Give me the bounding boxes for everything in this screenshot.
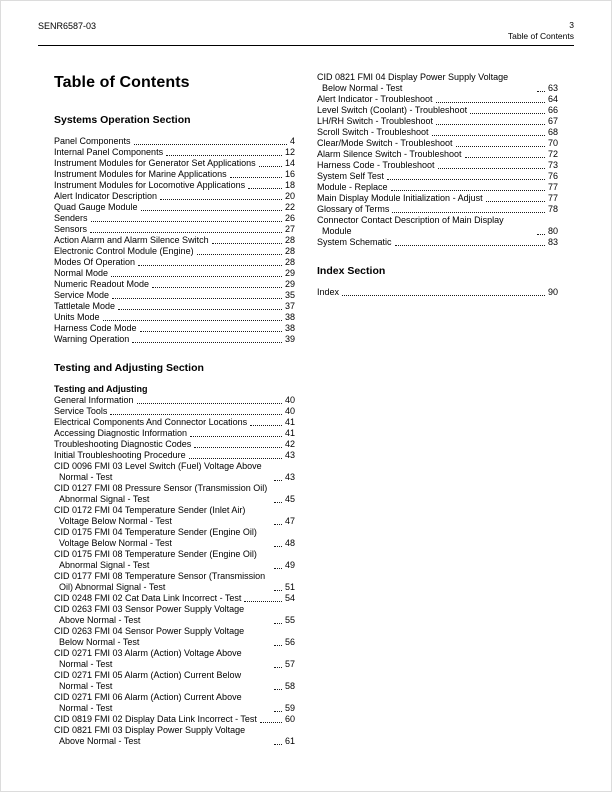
toc-entry [54,191,295,202]
toc-entry-page: 40 [284,406,295,416]
toc-leader-dots [194,447,282,448]
toc-entry-title: Numeric Readout Mode [54,279,150,289]
toc-leader-dots [160,199,282,200]
section-heading: Index Section [317,265,386,277]
toc-entry-title: CID 0175 FMI 04 Temperature Sender (Engine Oil) Voltage Below Normal - Test [54,527,257,548]
toc-leader-dots [392,212,545,213]
toc-entry [54,692,295,714]
toc-entry [54,169,295,180]
toc-entry [54,505,295,527]
toc-entry-page: 26 [284,213,295,223]
toc-entry-page: 12 [284,147,295,157]
toc-entry-page: 40 [284,395,295,405]
toc-entry [317,149,558,160]
toc-entry-page: 28 [284,246,295,256]
toc-entry [317,105,558,116]
toc-leader-dots [470,113,545,114]
toc-entry-title: Tattletale Mode [54,301,116,311]
section-heading: Testing and Adjusting Section [54,362,204,374]
toc-leader-dots [274,590,282,591]
toc-entry-title: LH/RH Switch - Troubleshoot [317,116,434,126]
toc-leader-dots [274,667,282,668]
toc-entry [317,237,558,248]
toc-entry [54,312,295,323]
toc-entry-title: Electronic Control Module (Engine) [54,246,194,256]
toc-entry [317,215,558,237]
toc-entry-title: Warning Operation [54,334,130,344]
toc-entry-title: CID 0821 FMI 03 Display Power Supply Voltage Above Normal - Test [54,725,246,746]
toc-entry [54,626,295,648]
toc-entry-page: 54 [284,593,295,603]
toc-entry [54,406,295,417]
toc-leader-dots [436,102,545,103]
toc-entry-title: Glossary of Terms [317,204,390,214]
toc-entry [317,171,558,182]
toc-entry-title: Troubleshooting Diagnostic Codes [54,439,192,449]
toc-entry [54,246,295,257]
toc-leader-dots [259,166,282,167]
toc-leader-dots [140,331,282,332]
toc-entry [54,395,295,406]
toc-entry-page: 39 [284,334,295,344]
toc-leader-dots [90,232,282,233]
toc-leader-dots [132,342,282,343]
toc-entry-title: Clear/Mode Switch - Troubleshoot [317,138,453,148]
toc-leader-dots [189,458,282,459]
toc-entry-page: 51 [284,582,295,592]
page-title: Table of Contents [54,74,190,91]
toc-leader-dots [244,601,282,602]
toc-entry-title: CID 0821 FMI 04 Display Power Supply Voltage Below Normal - Test [317,72,509,93]
toc-entry-title: Instrument Modules for Locomotive Applications [54,180,246,190]
toc-entry-title: Harness Code Mode [54,323,137,333]
toc-leader-dots [190,436,282,437]
toc-entry-page: 68 [547,127,558,137]
toc-leader-dots [111,276,282,277]
toc-entry-page: 43 [284,472,295,482]
toc-entry [317,72,558,94]
toc-entry-title: Initial Troubleshooting Procedure [54,450,186,460]
toc-leader-dots [152,287,282,288]
toc-leader-dots [274,744,282,745]
toc-entry-page: 14 [284,158,295,168]
toc-entry-title: Connector Contact Description of Main Display Module [317,215,504,236]
toc-entry-title: Quad Gauge Module [54,202,138,212]
toc-entry-page: 73 [547,160,558,170]
toc-entry-title: Module - Replace [317,182,388,192]
toc-entry [54,224,295,235]
toc-leader-dots [274,502,282,503]
toc-entry-title: CID 0263 FMI 03 Sensor Power Supply Voltage Above Normal - Test [54,604,245,625]
toc-leader-dots [110,414,282,415]
toc-leader-dots [248,188,282,189]
toc-leader-dots [537,91,545,92]
toc-entry [54,593,295,604]
toc-entry [54,147,295,158]
toc-entry-page: 43 [284,450,295,460]
toc-entry-title: Action Alarm and Alarm Silence Switch [54,235,209,245]
page-header [38,20,574,42]
toc-entry-page: 27 [284,224,295,234]
toc-entry-title: Alert Indicator - Troubleshoot [317,94,433,104]
toc-entry-title: Modes Of Operation [54,257,136,267]
toc-entry-title: Main Display Module Initialization - Adjust [317,193,483,203]
toc-entry [54,323,295,334]
toc-entry-page: 28 [284,257,295,267]
toc-entry-page: 28 [284,235,295,245]
toc-leader-dots [537,234,545,235]
toc-entry [317,94,558,105]
toc-leader-dots [274,623,282,624]
toc-entry-page: 29 [284,268,295,278]
toc-entry-page: 64 [547,94,558,104]
toc-entry [317,138,558,149]
toc-entry [317,160,558,171]
toc-entry-page: 35 [284,290,295,300]
toc-entry [54,213,295,224]
toc-leader-dots [391,190,545,191]
toc-entry-page: 20 [284,191,295,201]
toc-entry-page: 78 [547,204,558,214]
toc-leader-dots [274,711,282,712]
toc-entry-page: 38 [284,323,295,333]
toc-entry [54,235,295,246]
toc-entry-page: 90 [547,287,558,297]
toc-column-2 [317,72,558,747]
toc-entry-title: Electrical Components And Connector Locations [54,417,248,427]
toc-leader-dots [212,243,282,244]
toc-leader-dots [274,524,282,525]
toc-entry-page: 80 [547,226,558,236]
toc-entry [54,158,295,169]
toc-leader-dots [274,568,282,569]
toc-entry [54,604,295,626]
toc-entry [54,417,295,428]
toc-entry-title: Harness Code - Troubleshoot [317,160,435,170]
toc-entry-title: Alarm Silence Switch - Troubleshoot [317,149,462,159]
toc-leader-dots [395,245,545,246]
toc-entry-page: 72 [547,149,558,159]
toc-entry-page: 18 [284,180,295,190]
toc-entry [54,549,295,571]
toc-entry-title: System Self Test [317,171,384,181]
toc-entry-page: 22 [284,202,295,212]
toc-entry-title: CID 0271 FMI 03 Alarm (Action) Voltage Above Normal - Test [54,648,242,669]
toc-entry-page: 70 [547,138,558,148]
toc-leader-dots [103,320,282,321]
toc-leader-dots [137,403,282,404]
toc-leader-dots [118,309,282,310]
toc-entry-page: 55 [284,615,295,625]
toc-entry [54,268,295,279]
toc-leader-dots [465,157,545,158]
toc-entry [54,279,295,290]
toc-leader-dots [486,201,545,202]
toc-leader-dots [260,722,282,723]
toc-entry-title: Normal Mode [54,268,109,278]
toc-entry-title: Panel Components [54,136,131,146]
toc-leader-dots [274,546,282,547]
toc-entry [54,527,295,549]
toc-entry [54,301,295,312]
toc-entry-title: CID 0177 FMI 08 Temperature Sensor (Transmission Oil) Abnormal Signal - Test [54,571,266,592]
toc-entry-page: 16 [284,169,295,179]
toc-entry-page: 61 [284,736,295,746]
toc-entry [54,461,295,483]
toc-entry-page: 29 [284,279,295,289]
toc-leader-dots [134,144,287,145]
toc-entry [317,287,558,298]
toc-entry-title: CID 0127 FMI 08 Pressure Sensor (Transmission Oil) Abnormal Signal - Test [54,483,268,504]
toc-leader-dots [250,425,282,426]
toc-entry [54,257,295,268]
toc-entry-title: CID 0172 FMI 04 Temperature Sender (Inlet Air) Voltage Below Normal - Test [54,505,246,526]
toc-entry [54,714,295,725]
toc-entry [54,648,295,670]
toc-entry [54,180,295,191]
toc-leader-dots [342,295,545,296]
toc-entry-title: CID 0263 FMI 04 Sensor Power Supply Voltage Below Normal - Test [54,626,245,647]
toc-entry-title: Instrument Modules for Generator Set Applications [54,158,256,168]
toc-leader-dots [141,210,282,211]
toc-leader-dots [432,135,545,136]
toc-leader-dots [274,645,282,646]
toc-entry-page: 45 [284,494,295,504]
toc-entry-title: CID 0175 FMI 08 Temperature Sender (Engine Oil) Abnormal Signal - Test [54,549,257,570]
section-heading: Systems Operation Section [54,114,191,126]
toc-entry [54,450,295,461]
toc-entry-title: Units Mode [54,312,100,322]
doc-number: SENR6587-03 [38,21,97,31]
toc-entry-page: 38 [284,312,295,322]
header-right [508,20,574,42]
toc-entry-page: 56 [284,637,295,647]
toc-entry-title: CID 0819 FMI 02 Display Data Link Incorrect - Test [54,714,257,724]
toc-entry-page: 66 [547,105,558,115]
toc-entry-title: Accessing Diagnostic Information [54,428,188,438]
toc-entry [317,127,558,138]
toc-leader-dots [274,480,282,481]
header-section-title: Table of Contents [507,31,574,41]
toc-entry-title: General Information [54,395,134,405]
toc-entry-page: 49 [284,560,295,570]
toc-leader-dots [91,221,282,222]
toc-column-1 [54,72,295,747]
toc-leader-dots [274,689,282,690]
toc-leader-dots [436,124,545,125]
toc-leader-dots [438,168,545,169]
toc-leader-dots [197,254,282,255]
toc-leader-dots [387,179,545,180]
toc-entry-page: 63 [547,83,558,93]
toc-entry-title: Internal Panel Components [54,147,164,157]
toc-entry-page: 48 [284,538,295,548]
toc-entry-title: Senders [54,213,88,223]
toc-entry [54,290,295,301]
toc-entry-page: 83 [547,237,558,247]
toc-entry [54,483,295,505]
toc-entry-title: CID 0271 FMI 06 Alarm (Action) Current Above Normal - Test [54,692,242,713]
toc-entry-title: CID 0248 FMI 02 Cat Data Link Incorrect - Test [54,593,242,603]
toc-entry-page: 41 [284,417,295,427]
toc-entry [54,202,295,213]
toc-entry-page: 60 [284,714,295,724]
toc-entry-page: 58 [284,681,295,691]
toc-entry-title: CID 0096 FMI 03 Level Switch (Fuel) Voltage Above Normal - Test [54,461,262,482]
header-page-number: 3 [569,20,574,30]
toc-entry [317,182,558,193]
toc-entry-title: Instrument Modules for Marine Applications [54,169,227,179]
toc-leader-dots [166,155,282,156]
toc-entry-page: 59 [284,703,295,713]
toc-leader-dots [112,298,282,299]
toc-entry-title: Scroll Switch - Troubleshoot [317,127,429,137]
toc-entry [54,428,295,439]
toc-entry-title: CID 0271 FMI 05 Alarm (Action) Current Below Normal - Test [54,670,242,691]
toc-entry [54,670,295,692]
sub-heading: Testing and Adjusting [54,384,148,394]
toc-leader-dots [230,177,282,178]
toc-entry-page: 57 [284,659,295,669]
toc-entry-title: Service Tools [54,406,108,416]
toc-entry-page: 77 [547,193,558,203]
toc-entry-title: Alert Indicator Description [54,191,158,201]
toc-entry [54,439,295,450]
toc-entry [317,204,558,215]
toc-entry-title: Index [317,287,340,297]
toc-entry-page: 47 [284,516,295,526]
toc-entry [317,193,558,204]
toc-entry-page: 42 [284,439,295,449]
toc-entry-title: Sensors [54,224,88,234]
toc-leader-dots [456,146,545,147]
toc-entry-page: 76 [547,171,558,181]
toc-entry-title: System Schematic [317,237,392,247]
toc-entry-title: Service Mode [54,290,110,300]
toc-entry-title: Level Switch (Coolant) - Troubleshoot [317,105,468,115]
toc-entry-page: 77 [547,182,558,192]
toc-entry [54,334,295,345]
toc-entry-page: 41 [284,428,295,438]
toc-entry-page: 67 [547,116,558,126]
toc-leader-dots [138,265,282,266]
toc-entry [54,725,295,747]
toc-entry [54,571,295,593]
toc-columns [38,46,574,747]
toc-entry-page: 37 [284,301,295,311]
toc-entry-page: 4 [289,136,295,146]
toc-entry [317,116,558,127]
toc-entry [54,136,295,147]
